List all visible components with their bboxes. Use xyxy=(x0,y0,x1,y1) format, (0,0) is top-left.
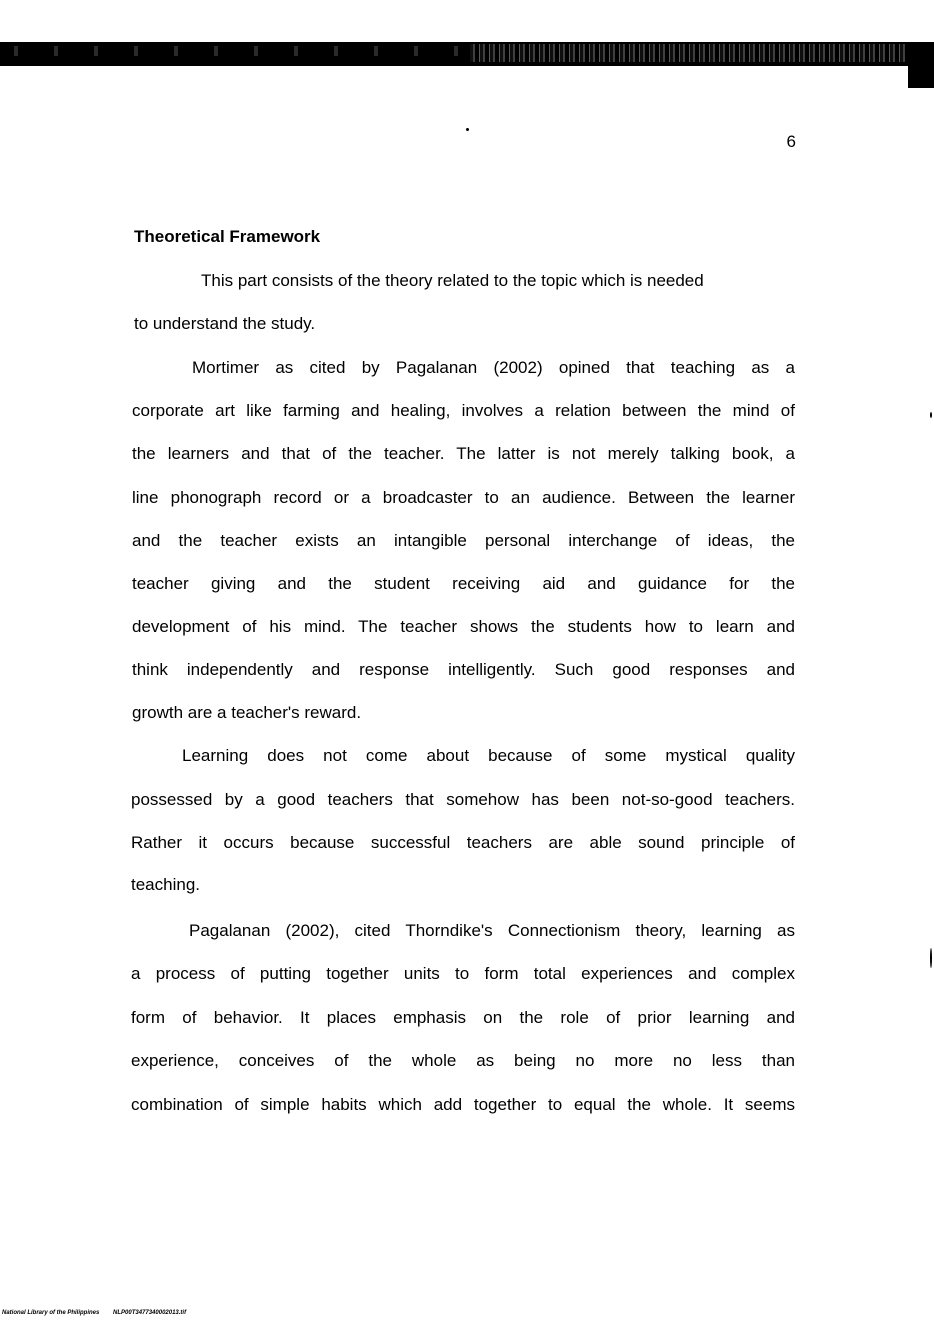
text-line: a process of putting together units to form total experiences and complex xyxy=(131,964,795,983)
scan-footer xyxy=(2,1310,198,1316)
page-number: 6 xyxy=(786,132,796,151)
text-line: and the teacher exists an intangible personal interchange of ideas, the xyxy=(132,531,795,550)
text-line: Pagalanan (2002), cited Thorndike's Connectionism theory, learning as xyxy=(189,921,795,940)
text-line: growth are a teacher's reward. xyxy=(132,703,362,722)
text-line: to understand the study. xyxy=(134,314,316,333)
text-line: Rather it occurs because successful teachers are able sound principle of xyxy=(131,833,795,852)
text-line: possessed by a good teachers that somehow has been not-so-good teachers. xyxy=(131,790,795,809)
text-line: teacher giving and the student receiving aid and guidance for the xyxy=(132,574,795,593)
scan-border-noise xyxy=(470,44,910,62)
text-line: experience, conceives of the whole as being no more no less than xyxy=(131,1051,795,1070)
text-line: corporate art like farming and healing, involves a relation between the mind of xyxy=(132,401,795,420)
scan-speck xyxy=(930,948,932,968)
text-line: form of behavior. It places emphasis on the role of prior learning and xyxy=(131,1008,795,1027)
footer-file-id: NLP00T3477340002013.tif xyxy=(113,1310,187,1316)
section-heading: Theoretical Framework xyxy=(134,227,321,246)
text-line: think independently and response intelligently. Such good responses and xyxy=(132,660,795,679)
text-line: teaching. xyxy=(131,875,200,894)
scan-speck xyxy=(930,412,932,418)
scan-border-texture xyxy=(0,46,470,56)
text-line: line phonograph record or a broadcaster to an audience. Between the learner xyxy=(132,488,795,507)
scan-top-border xyxy=(0,42,910,66)
text-line: This part consists of the theory related to the topic which is needed xyxy=(201,271,704,290)
scan-speck xyxy=(466,128,469,131)
scan-corner-mark xyxy=(908,42,934,88)
text-line: development of his mind. The teacher shows the students how to learn and xyxy=(132,617,795,636)
text-line: combination of simple habits which add together to equal the whole. It seems xyxy=(131,1095,795,1114)
footer-library: National Library of the Philippines xyxy=(2,1310,100,1316)
text-line: Mortimer as cited by Pagalanan (2002) opined that teaching as a xyxy=(192,358,795,377)
text-line: Learning does not come about because of some mystical quality xyxy=(182,746,795,765)
text-line: the learners and that of the teacher. The latter is not merely talking book, a xyxy=(132,444,795,463)
